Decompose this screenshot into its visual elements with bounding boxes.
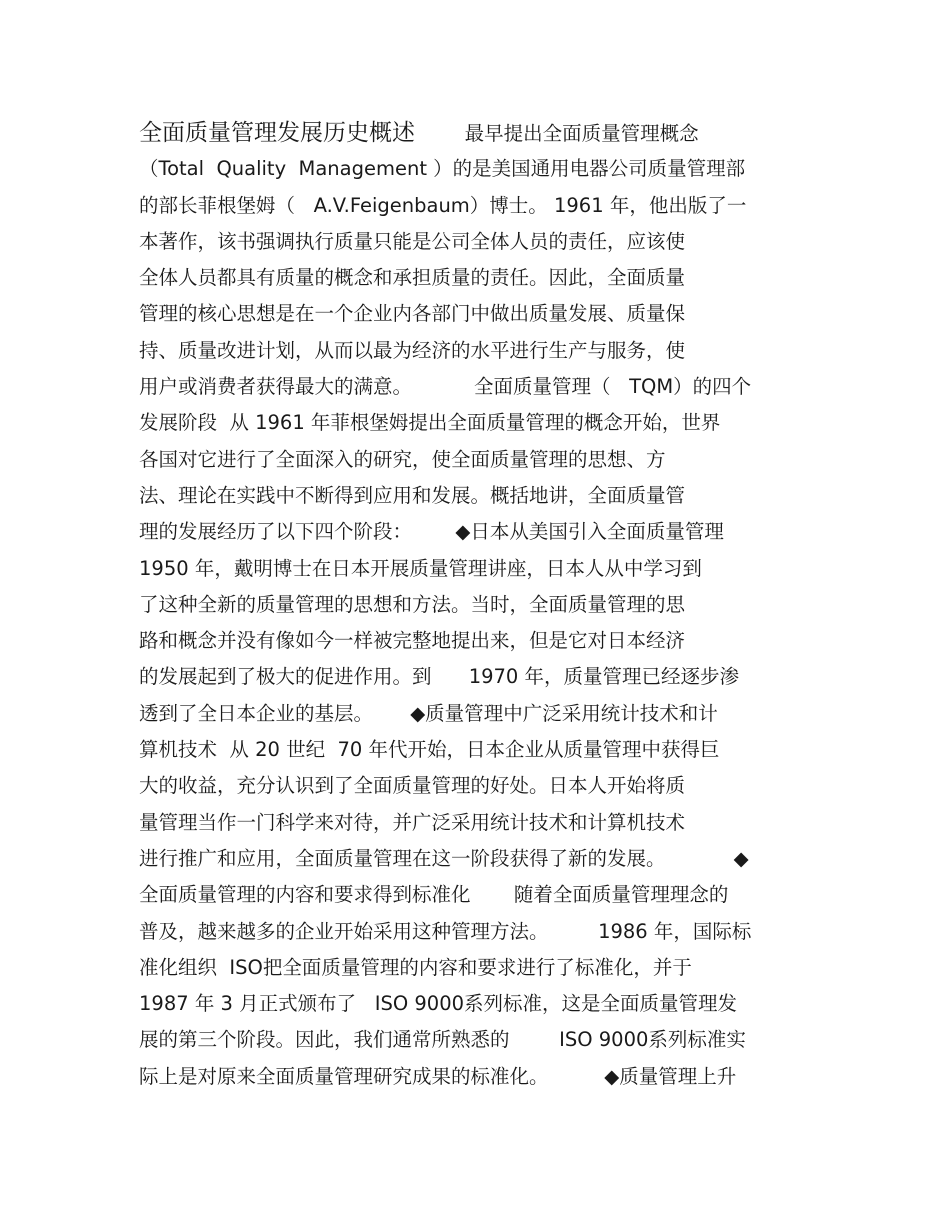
text-line: 1950 年，戴明博士在日本开展质量管理讲座，日本人从中学习到 bbox=[139, 556, 702, 580]
text-line: 用户或消费者获得最大的满意。 全面质量管理（ TQM）的四个 bbox=[139, 375, 752, 399]
text-line: 际上是对原来全面质量管理研究成果的标准化。 ◆质量管理上升 bbox=[139, 1064, 737, 1088]
text-line: 本著作，该书强调执行质量只能是公司全体人员的责任，应该使 bbox=[139, 229, 686, 253]
text-line: 法、理论在实践中不断得到应用和发展。概括地讲，全面质量管 bbox=[139, 483, 686, 507]
text-line: 了这种全新的质量管理的思想和方法。当时，全面质量管理的思 bbox=[139, 592, 686, 616]
document-title: 全面质量管理发展历史概述 bbox=[139, 120, 415, 146]
text-line: 透到了全日本企业的基层。 ◆质量管理中广泛采用统计技术和计 bbox=[139, 701, 718, 725]
text-line: 进行推广和应用，全面质量管理在这一阶段获得了新的发展。 ◆ bbox=[139, 846, 749, 870]
text-line: 普及，越来越多的企业开始采用这种管理方法。 1986 年，国际标 bbox=[139, 919, 752, 943]
text-line: 全面质量管理的内容和要求得到标准化 随着全面质量管理理念的 bbox=[139, 883, 729, 907]
text-line: 量管理当作一门科学来对待，并广泛采用统计技术和计算机技术 bbox=[139, 810, 686, 834]
text-line: 1987 年 3 月正式颁布了 ISO 9000系列标准，这是全面质量管理发 bbox=[139, 992, 738, 1016]
text-line: 算机技术 从 20 世纪 70 年代开始，日本企业从质量管理中获得巨 bbox=[139, 738, 720, 762]
text-line: 发展阶段 从 1961 年菲根堡姆提出全面质量管理的概念开始，世界 bbox=[139, 411, 721, 435]
text-line: 路和概念并没有像如今一样被完整地提出来，但是它对日本经济 bbox=[139, 629, 686, 653]
text-line: 的部长菲根堡姆（ A.V.Feigenbaum）博士。 1961 年，他出版了一 bbox=[139, 193, 747, 217]
text-line: 各国对它进行了全面深入的研究，使全面质量管理的思想、方 bbox=[139, 447, 666, 471]
text-line: 管理的核心思想是在一个企业内各部门中做出质量发展、质量保 bbox=[139, 302, 686, 326]
text-line: （Total Quality Management ）的是美国通用电器公司质量管理部 bbox=[139, 157, 746, 181]
text-line: 全体人员都具有质量的概念和承担质量的责任。因此，全面质量 bbox=[139, 266, 686, 290]
text-line: 准化组织 ISO把全面质量管理的内容和要求进行了标准化，并于 bbox=[139, 955, 692, 979]
text-line: 理的发展经历了以下四个阶段： ◆日本从美国引入全面质量管理 bbox=[139, 520, 724, 544]
text-line: 持、质量改进计划，从而以最为经济的水平进行生产与服务，使 bbox=[139, 338, 686, 362]
text-line-1-content: 最早提出全面质量管理概念 bbox=[464, 122, 699, 145]
text-line-1 bbox=[139, 115, 819, 151]
text-line: 大的收益，充分认识到了全面质量管理的好处。日本人开始将质 bbox=[139, 774, 686, 798]
text-line: 的发展起到了极大的促进作用。到 1970 年，质量管理已经逐步渗 bbox=[139, 665, 740, 689]
body-text bbox=[139, 115, 819, 1095]
text-line: 展的第三个阶段。因此，我们通常所熟悉的 ISO 9000系列标准实 bbox=[139, 1028, 746, 1052]
